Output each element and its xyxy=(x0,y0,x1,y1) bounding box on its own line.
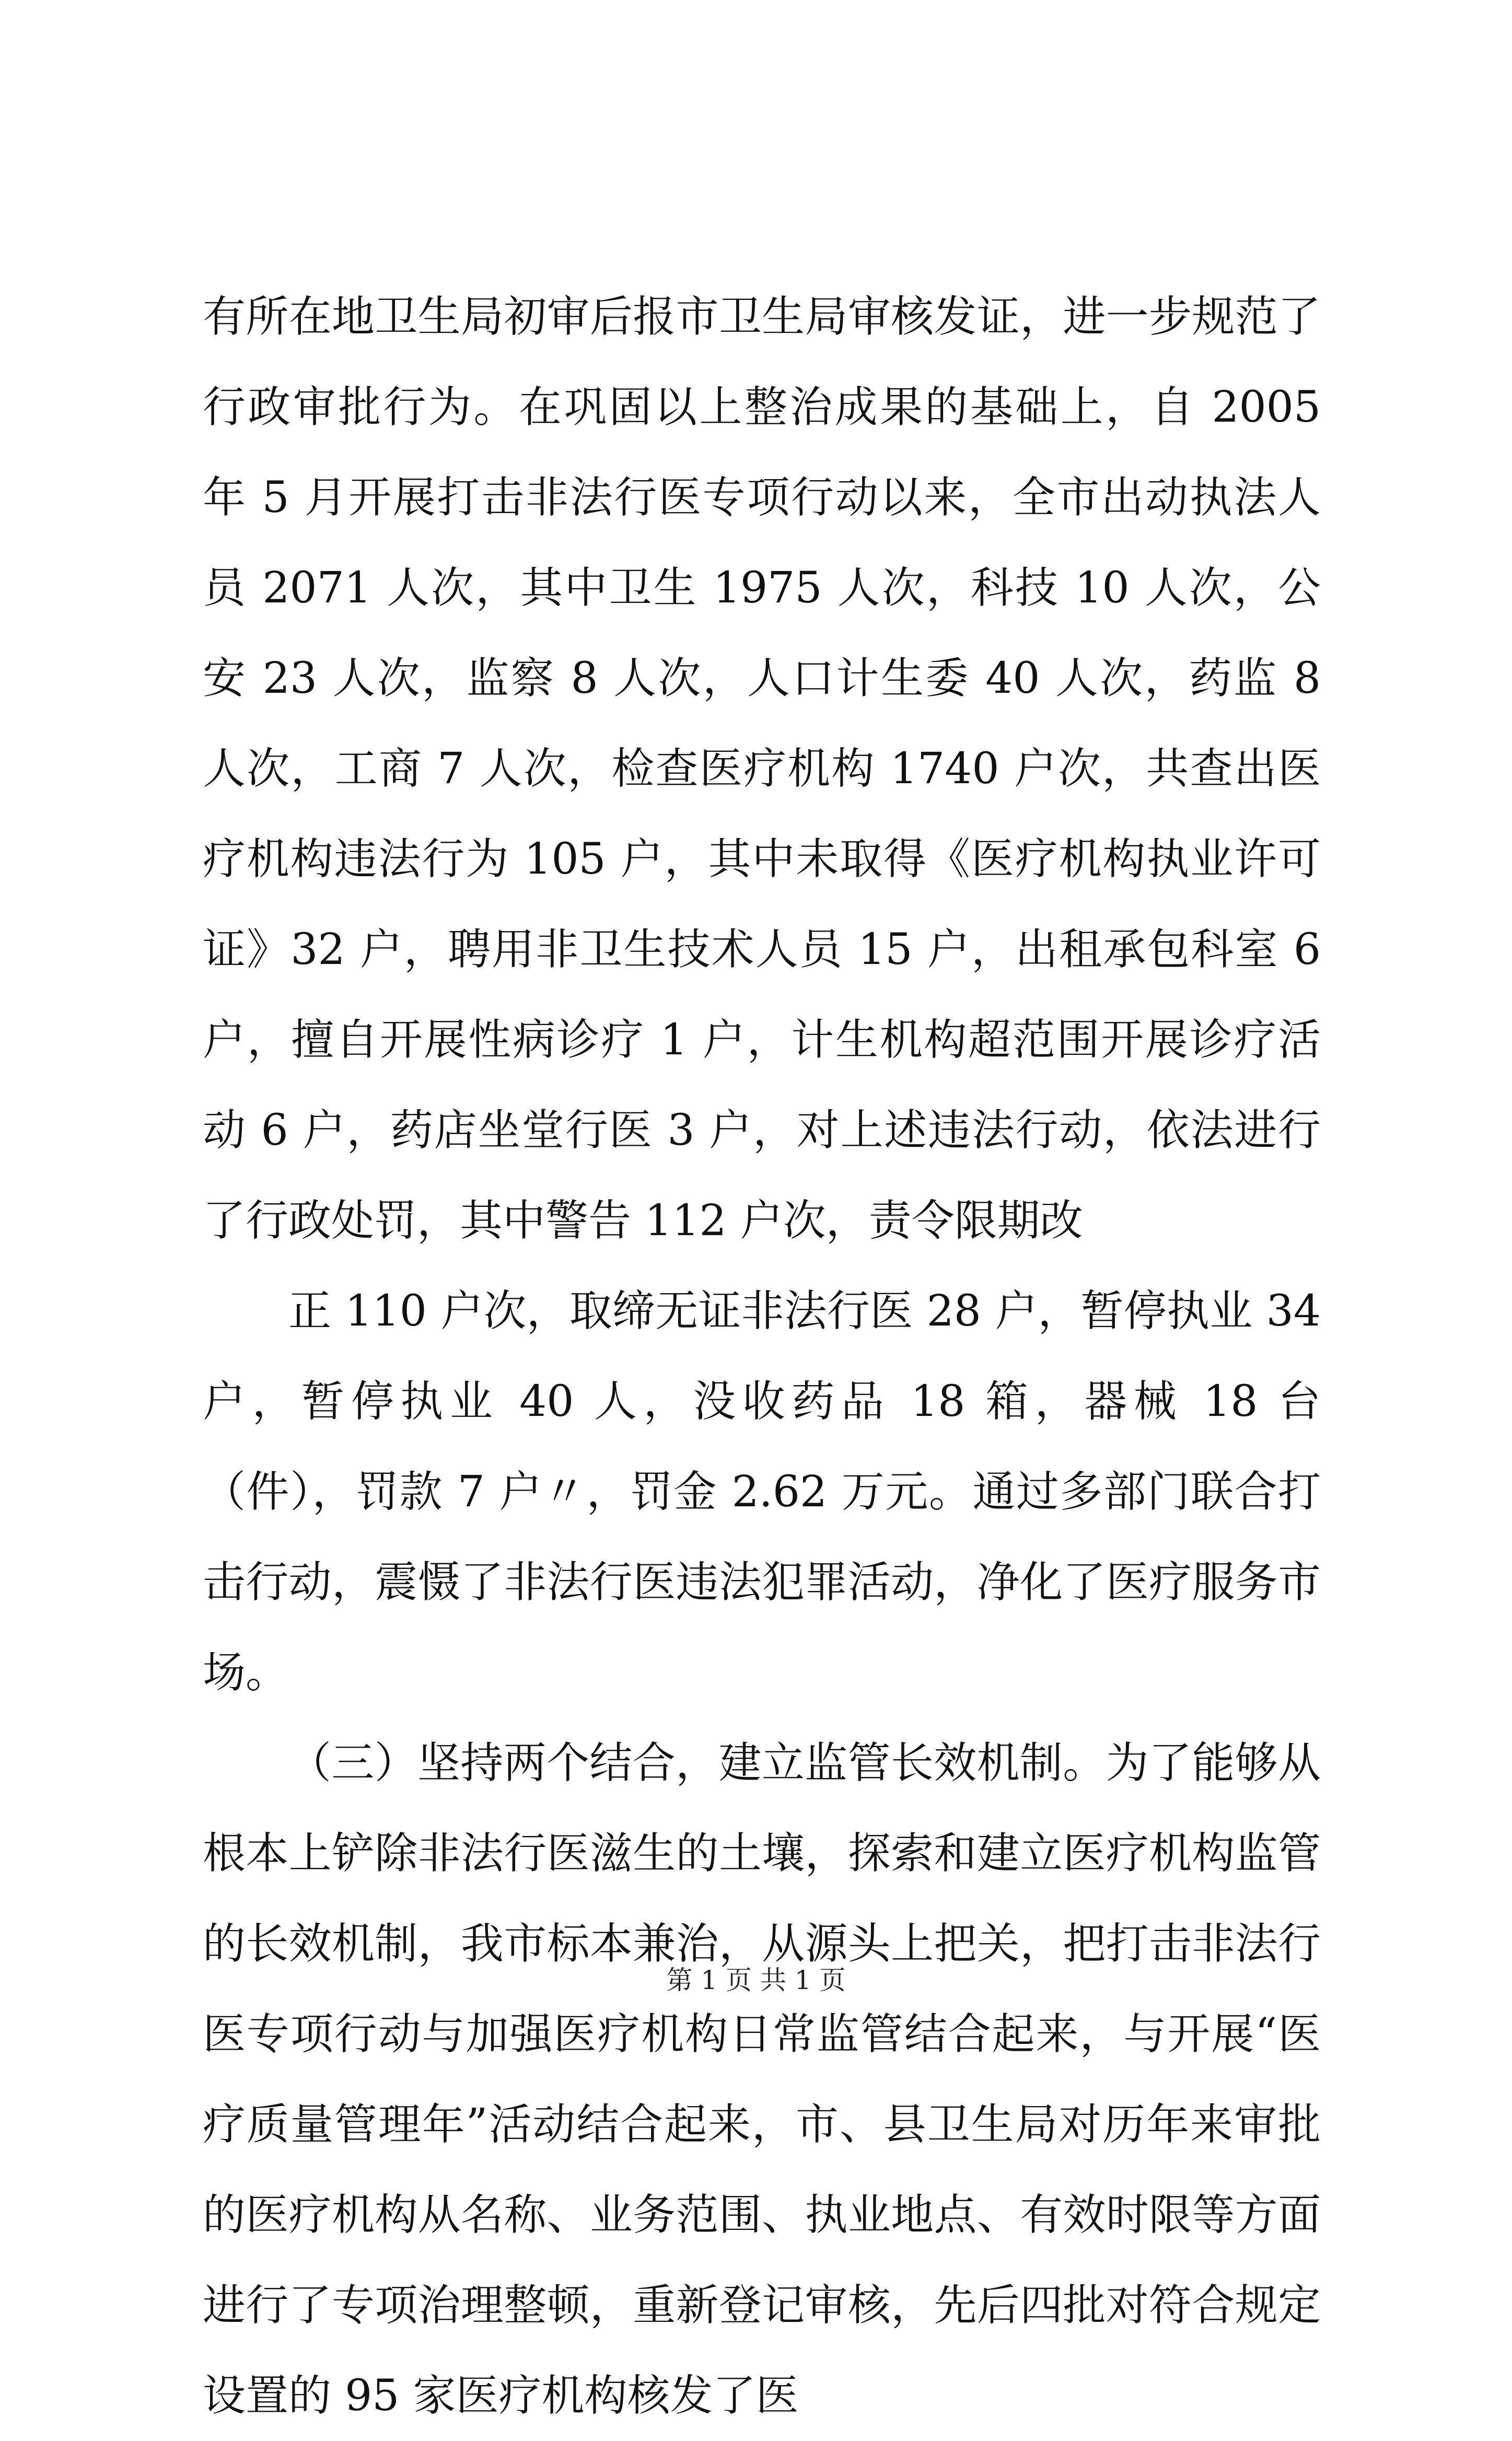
document-body xyxy=(203,272,1321,2441)
paragraph-3: （三）坚持两个结合，建立监管长效机制。为了能够从根本上铲除非法行医滋生的土壤，探索和建立医疗机构监管的长效机制，我市标本兼治，从源头上把关，把打击非法行医专项行动与加强医疗机构日常监管结合起来，与开展“医疗质量管理年”活动结合起来，市、县卫生局对历年来审批的医疗机构从名称、业务范围、执业地点、有效时限等方面进行了专项治理整顿，重新登记审核，先后四批对符合规定设置的 95 家医疗机构核发了医 xyxy=(203,1738,1321,2421)
page-footer: 第 1 页 共 1 页 xyxy=(666,1965,846,1995)
paragraph-1: 有所在地卫生局初审后报市卫生局审核发证，进一步规范了行政审批行为。在巩固以上整治成果的基础上，自 2005 年 5 月开展打击非法行医专项行动以来，全市出动执法人员 2071 人次，其中卫生 1975 人次，科技 10 人次，公安 23 人次，监察 8 人次，人口计生委 40 人次，药监 8 人次，工商 7 人次，检查医疗机构 1740 户次，共查出医疗机构违法行为 105 户，其中未取得《医疗机构执业许可证》32 户，聘用非卫生技术人员 15 户，出租承包科室 6 户，擅自开展性病诊疗 1 户，计生机构超范围开展诊疗活动 6 户，药店坐堂行医 3 户，对上述违法行动，依法进行了行政处罚，其中警告 112 户次，责令限期改 xyxy=(203,292,1321,1246)
paragraph-2: 正 110 户次，取缔无证非法行医 28 户，暂停执业 34 户，暂停执业 40 人，没收药品 18 箱，器械 18 台（件），罚款 7 户〃，罚金 2.62 万元。通过多部门联合打击行动，震慑了非法行医违法犯罪活动，净化了医疗服务市场。 xyxy=(203,1286,1321,1698)
